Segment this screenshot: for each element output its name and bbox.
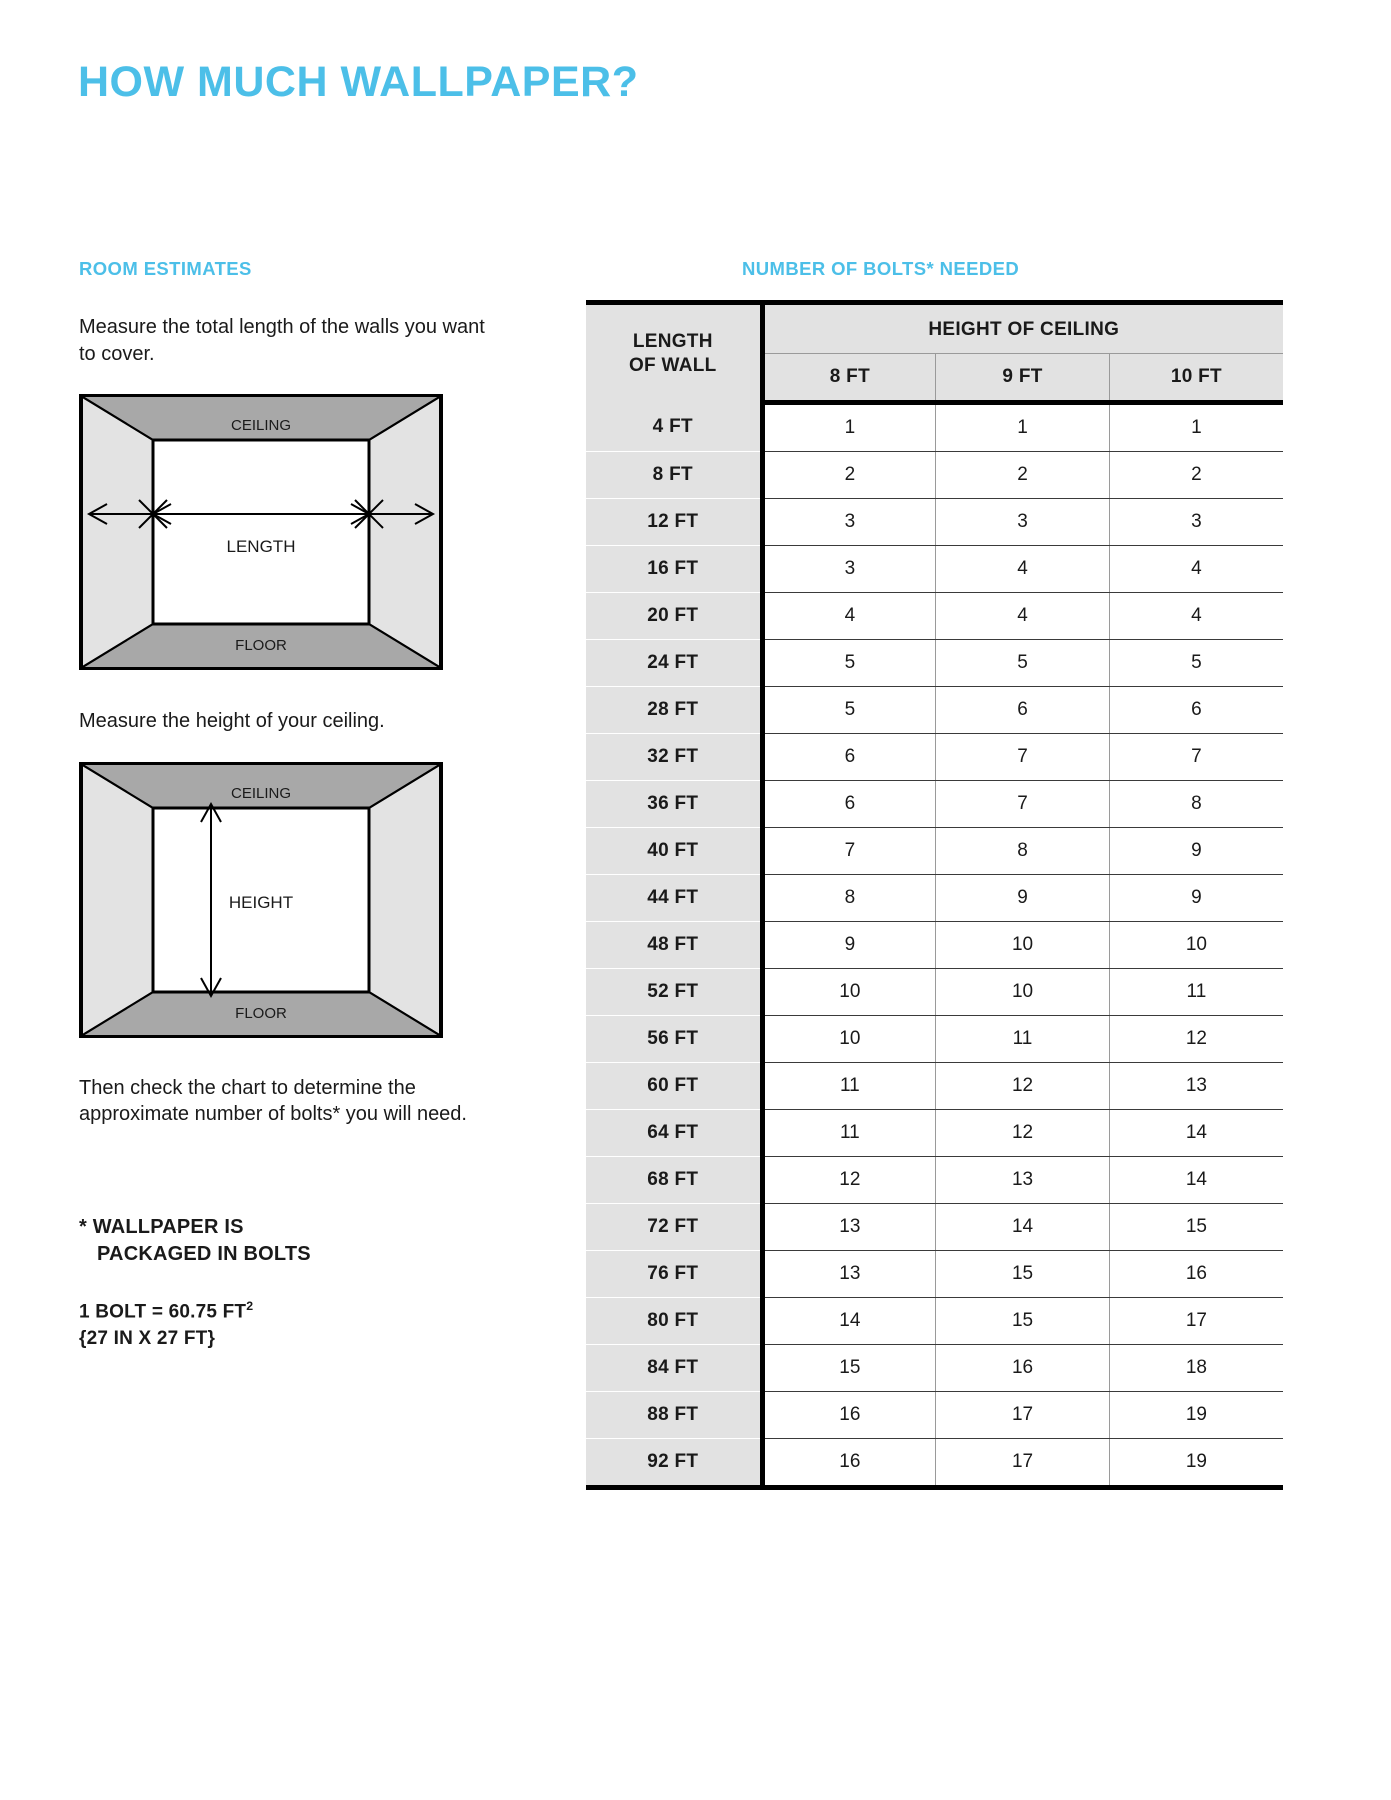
room-diagram-height [79,762,443,1038]
table-row [586,1439,1283,1488]
cell-8ft: 10 [762,1016,936,1063]
row-length: 4 FT [586,403,762,452]
cell-10ft: 8 [1109,781,1283,828]
cell-10ft: 9 [1109,875,1283,922]
cell-8ft: 12 [762,1157,936,1204]
table-row [586,734,1283,781]
header-row-group [586,305,1283,354]
cell-9ft: 17 [936,1392,1110,1439]
row-length: 20 FT [586,593,762,640]
cell-10ft: 4 [1109,593,1283,640]
cell-10ft: 9 [1109,828,1283,875]
cell-8ft: 16 [762,1392,936,1439]
row-length: 56 FT [586,1016,762,1063]
row-length: 72 FT [586,1204,762,1251]
row-length: 16 FT [586,546,762,593]
cell-8ft: 16 [762,1439,936,1488]
row-length: 32 FT [586,734,762,781]
cell-9ft: 10 [936,922,1110,969]
cell-8ft: 15 [762,1345,936,1392]
cell-8ft: 4 [762,593,936,640]
cell-9ft: 17 [936,1439,1110,1488]
cell-8ft: 1 [762,403,936,452]
cell-9ft: 6 [936,687,1110,734]
table-row [586,1204,1283,1251]
cell-8ft: 3 [762,546,936,593]
cell-8ft: 13 [762,1204,936,1251]
cell-8ft: 5 [762,640,936,687]
row-length: 40 FT [586,828,762,875]
cell-10ft: 4 [1109,546,1283,593]
header-length-line-2: OF WALL [628,354,717,376]
row-length: 8 FT [586,452,762,499]
cell-9ft: 14 [936,1204,1110,1251]
cell-9ft: 5 [936,640,1110,687]
cell-10ft: 6 [1109,687,1283,734]
row-length: 76 FT [586,1251,762,1298]
header-length-of-wall [586,305,762,403]
cell-9ft: 16 [936,1345,1110,1392]
cell-10ft: 3 [1109,499,1283,546]
bolt-size-superscript: 2 [246,1298,254,1313]
row-length: 80 FT [586,1298,762,1345]
room-estimates-column [79,258,489,1352]
row-length: 48 FT [586,922,762,969]
header-height-of-ceiling: HEIGHT OF CEILING [762,305,1283,354]
cell-10ft: 13 [1109,1063,1283,1110]
row-length: 60 FT [586,1063,762,1110]
diagram-floor-label-2: FLOOR [235,1004,287,1022]
cell-10ft: 18 [1109,1345,1283,1392]
table-row [586,640,1283,687]
cell-8ft: 7 [762,828,936,875]
cell-9ft: 10 [936,969,1110,1016]
bolt-size-note [79,1298,489,1353]
cell-9ft: 9 [936,875,1110,922]
diagram-length-label: LENGTH [226,537,296,557]
cell-10ft: 16 [1109,1251,1283,1298]
cell-10ft: 1 [1109,403,1283,452]
row-length: 24 FT [586,640,762,687]
table-header [586,303,1283,403]
row-length: 84 FT [586,1345,762,1392]
header-col-8ft: 8 FT [762,354,936,403]
cell-8ft: 6 [762,781,936,828]
cell-8ft: 3 [762,499,936,546]
diagram-ceiling-label-2: CEILING [230,784,292,802]
cell-10ft: 2 [1109,452,1283,499]
table-body [586,403,1283,1488]
cell-8ft: 14 [762,1298,936,1345]
cell-9ft: 12 [936,1110,1110,1157]
row-length: 88 FT [586,1392,762,1439]
table-row [586,593,1283,640]
cell-9ft: 2 [936,452,1110,499]
cell-10ft: 19 [1109,1392,1283,1439]
table-row [586,969,1283,1016]
cell-10ft: 14 [1109,1110,1283,1157]
cell-9ft: 4 [936,546,1110,593]
cell-9ft: 11 [936,1016,1110,1063]
diagram-floor-label: FLOOR [235,637,287,655]
row-length: 44 FT [586,875,762,922]
cell-8ft: 2 [762,452,936,499]
instruction-step-2: Measure the height of your ceiling. [79,710,385,733]
table-row [586,922,1283,969]
cell-10ft: 10 [1109,922,1283,969]
footnote-line-2: PACKAGED IN BOLTS [97,1242,311,1265]
header-length-line-1: LENGTH [632,331,713,352]
bolts-table [586,300,1283,1490]
diagram-height-label: HEIGHT [228,892,294,912]
cell-8ft: 11 [762,1110,936,1157]
row-length: 12 FT [586,499,762,546]
table-row [586,687,1283,734]
page-title: HOW MUCH WALLPAPER? [78,58,639,106]
cell-8ft: 6 [762,734,936,781]
table-row [586,1345,1283,1392]
row-length: 52 FT [586,969,762,1016]
cell-10ft: 14 [1109,1157,1283,1204]
table-row [586,828,1283,875]
table-row [586,403,1283,452]
table-row [586,546,1283,593]
cell-9ft: 13 [936,1157,1110,1204]
cell-9ft: 3 [936,499,1110,546]
cell-10ft: 15 [1109,1204,1283,1251]
footnote-wallpaper-bolts [79,1214,489,1268]
bolts-table-container [586,300,1283,1490]
table-row [586,1251,1283,1298]
header-col-10ft: 10 FT [1109,354,1283,403]
row-length: 68 FT [586,1157,762,1204]
cell-9ft: 15 [936,1298,1110,1345]
table-row [586,1016,1283,1063]
cell-8ft: 5 [762,687,936,734]
room-diagram-length [79,394,443,670]
section-heading-bolts-needed: NUMBER OF BOLTS* NEEDED [742,258,1020,279]
cell-9ft: 12 [936,1063,1110,1110]
cell-8ft: 9 [762,922,936,969]
cell-8ft: 8 [762,875,936,922]
footnote-line-1: * WALLPAPER IS [79,1215,244,1238]
cell-10ft: 7 [1109,734,1283,781]
bolt-size-line-2: {27 IN X 27 FT} [79,1327,216,1349]
cell-8ft: 13 [762,1251,936,1298]
bolt-size-line-1: 1 BOLT = 60.75 FT [79,1301,247,1323]
section-heading-room-estimates: ROOM ESTIMATES [79,258,252,279]
cell-9ft: 15 [936,1251,1110,1298]
table-row [586,499,1283,546]
diagram-ceiling-label: CEILING [230,417,292,435]
table-row [586,1063,1283,1110]
table-row [586,1298,1283,1345]
cell-10ft: 19 [1109,1439,1283,1488]
cell-10ft: 12 [1109,1016,1283,1063]
table-row [586,1392,1283,1439]
cell-9ft: 1 [936,403,1110,452]
row-length: 28 FT [586,687,762,734]
cell-10ft: 11 [1109,969,1283,1016]
table-row [586,781,1283,828]
row-length: 92 FT [586,1439,762,1488]
row-length: 64 FT [586,1110,762,1157]
cell-9ft: 7 [936,781,1110,828]
cell-9ft: 7 [936,734,1110,781]
table-row [586,1157,1283,1204]
header-col-9ft: 9 FT [936,354,1110,403]
cell-10ft: 17 [1109,1298,1283,1345]
table-row [586,875,1283,922]
table-row [586,452,1283,499]
cell-9ft: 8 [936,828,1110,875]
cell-8ft: 11 [762,1063,936,1110]
instruction-step-3: Then check the chart to determine the approximate number of bolts* you will need. [79,1076,467,1126]
instruction-step-1: Measure the total length of the walls you want to cover. [79,316,485,365]
table-row [586,1110,1283,1157]
cell-8ft: 10 [762,969,936,1016]
row-length: 36 FT [586,781,762,828]
cell-10ft: 5 [1109,640,1283,687]
cell-9ft: 4 [936,593,1110,640]
